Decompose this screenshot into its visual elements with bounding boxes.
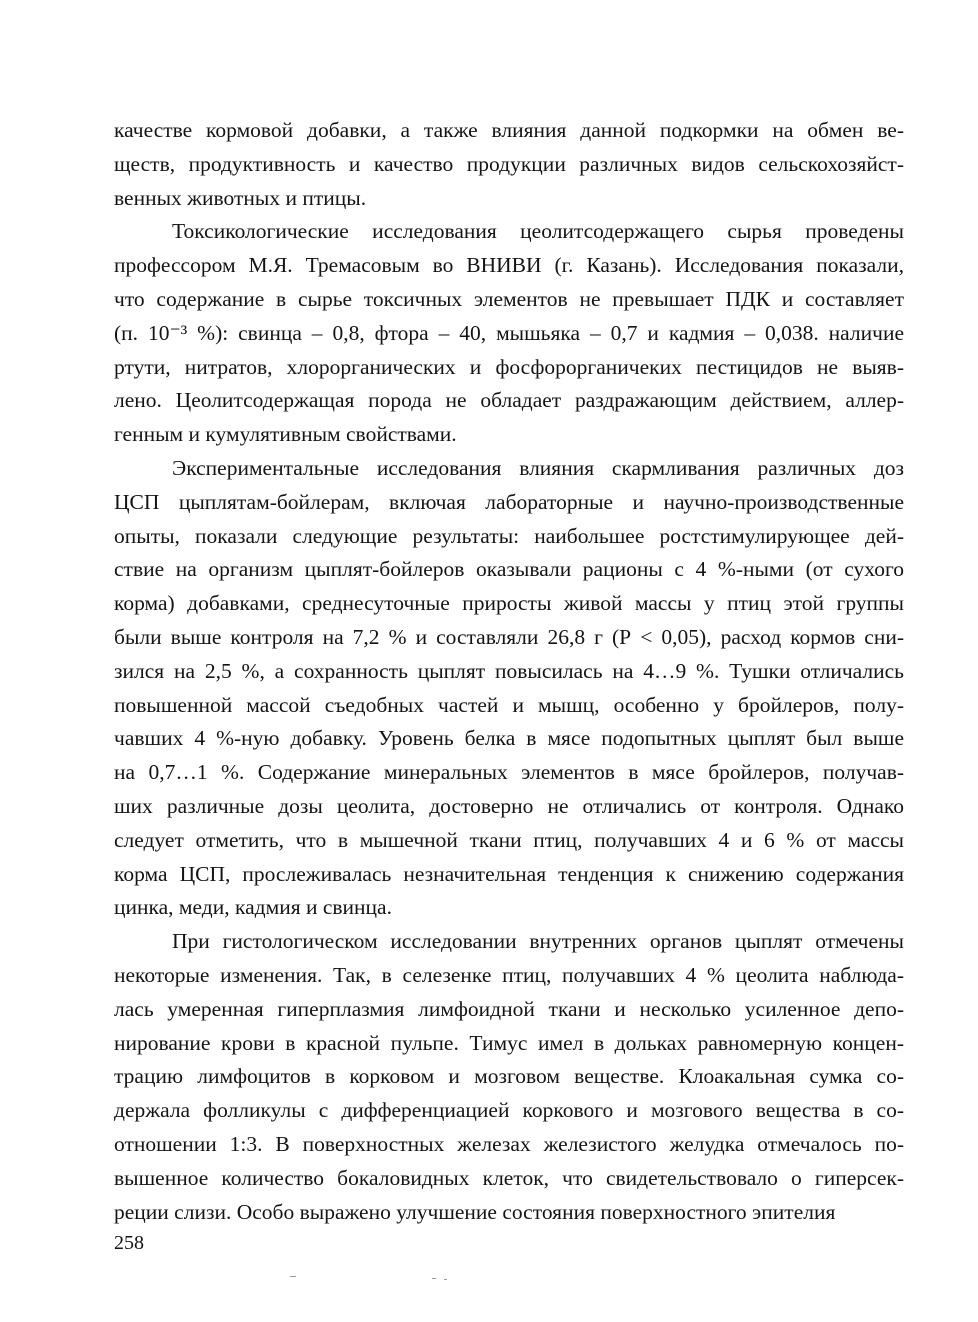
text-line: держала фолликулы с дифференциацией коркового и мозгового вещества в со- (114, 1098, 904, 1123)
text-line: лено. Цеолитсодержащая порода не обладает раздражающим действием, аллер- (114, 388, 904, 413)
text-line: генным и кумулятивным свойствами. (114, 422, 457, 447)
text-line: лась умеренная гиперплазмия лимфоидной ткани и несколько усиленное депо- (114, 996, 904, 1021)
text-line: зился на 2,5 %, а сохранность цыплят повысилась на 4…9 %. Тушки отличались (114, 658, 904, 683)
text-line: реции слизи. Особо выражено улучшение состояния поверхностного эпителия (114, 1199, 836, 1224)
text-line: трацию лимфоцитов в корковом и мозговом веществе. Клоакальная сумка со- (114, 1064, 904, 1089)
scan-artifact (432, 1278, 436, 1279)
page-number: 258 (114, 1232, 144, 1254)
text-line: повышенной массой съедобных частей и мышц, особенно у бройлеров, полу- (114, 692, 904, 717)
text-line: на 0,7…1 %. Содержание минеральных элементов в мясе бройлеров, получав- (114, 760, 904, 785)
text-line: Экспериментальные исследования влияния скармливания различных доз (172, 455, 904, 480)
paragraph (114, 114, 904, 215)
text-line: чавших 4 %-ную добавку. Уровень белка в мясе подопытных цыплят был выше (114, 726, 904, 751)
text-line: отношении 1:3. В поверхностных железах железистого желудка отмечалось по- (114, 1131, 904, 1156)
scan-artifact (290, 1276, 296, 1277)
text-line: опыты, показали следующие результаты: наибольшее ростстимулирующее дей- (114, 523, 904, 548)
text-line: венных животных и птицы. (114, 185, 367, 210)
text-line: (п. 10⁻³ %): свинца – 0,8, фтора – 40, мышьяка – 0,7 и кадмия – 0,038. наличие (114, 320, 904, 345)
text-line: корма ЦСП, прослеживалась незначительная тенденция к снижению содержания (114, 861, 904, 886)
text-line: При гистологическом исследовании внутренних органов цыплят отмечены (172, 929, 904, 954)
paragraph (114, 452, 904, 925)
text-line: были выше контроля на 7,2 % и составляли 26,8 г (Р < 0,05), расход кормов сни- (114, 624, 904, 649)
text-line: ЦСП цыплятам-бойлерам, включая лабораторные и научно-производственные (114, 489, 904, 514)
text-line: что содержание в сырье токсичных элементов не превышает ПДК и составляет (114, 286, 904, 311)
text-line: следует отметить, что в мышечной ткани птиц, получавших 4 и 6 % от массы (114, 827, 904, 852)
text-line: ствие на организм цыплят-бойлеров оказывали рационы с 4 %-ными (от сухого (114, 557, 904, 582)
text-line: качестве кормовой добавки, а также влияния данной подкормки на обмен ве- (114, 118, 904, 142)
text-line: Токсикологические исследования цеолитсодержащего сырья проведены (172, 219, 904, 244)
scan-artifact (444, 1279, 447, 1280)
paragraph (114, 925, 904, 1229)
text-line: вышенное количество бокаловидных клеток, что свидетельствовало о гиперсек- (114, 1165, 904, 1190)
body-text (114, 114, 904, 1229)
text-line: цинка, меди, кадмия и свинца. (114, 895, 392, 920)
text-line: нирование крови в красной пульпе. Тимус имел в дольках равномерную концен- (114, 1030, 904, 1055)
text-line: ществ, продуктивность и качество продукции различных видов сельскохозяйст- (114, 151, 904, 176)
text-line: некоторые изменения. Так, в селезенке птиц, получавших 4 % цеолита наблюда- (114, 962, 904, 987)
text-line: ших различные дозы цеолита, достоверно не отличались от контроля. Однако (114, 793, 904, 818)
paragraph (114, 215, 904, 452)
text-line: корма) добавками, среднесуточные приросты живой массы у птиц этой группы (114, 591, 904, 616)
text-line: ртути, нитратов, хлорорганических и фосфорорганичеких пестицидов не выяв- (114, 354, 904, 379)
text-line: профессором М.Я. Тремасовым во ВНИВИ (г. Казань). Исследования показали, (114, 253, 904, 278)
